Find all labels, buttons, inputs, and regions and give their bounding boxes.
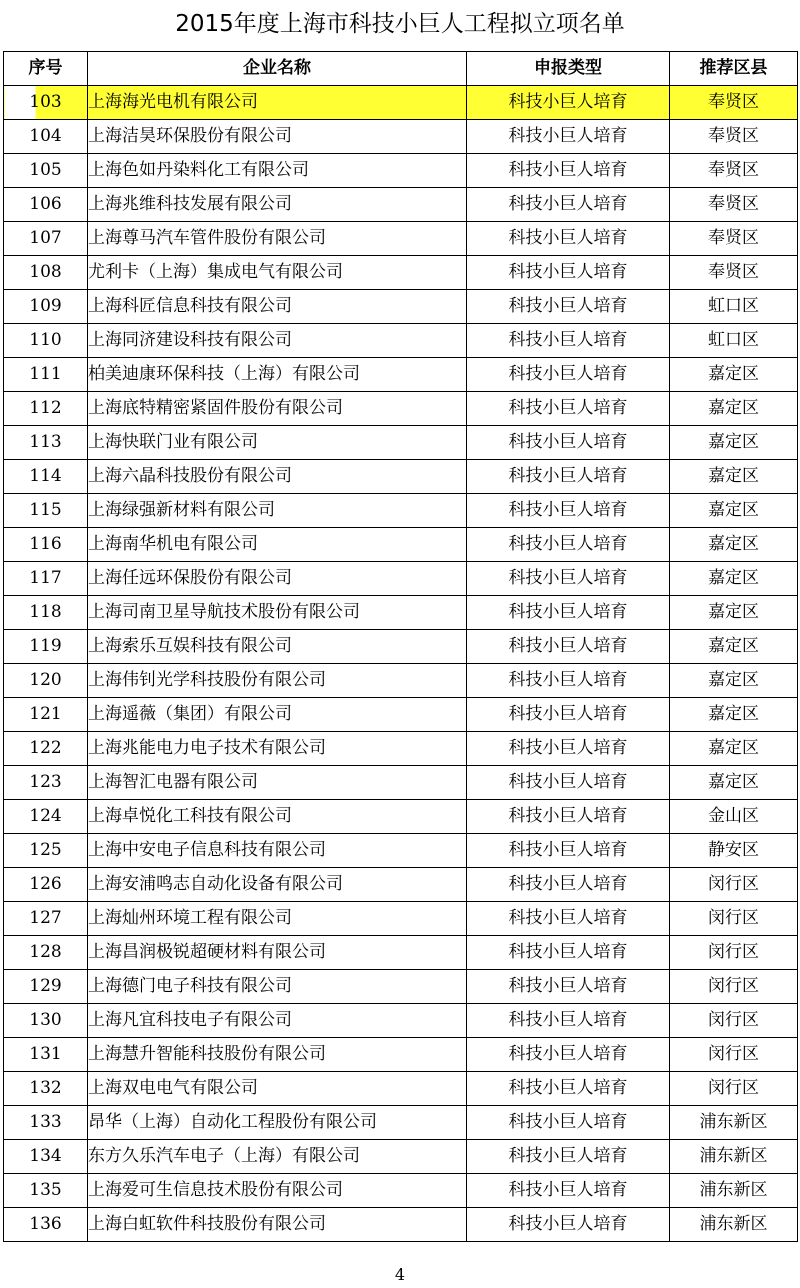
- row-company-name: 上海色如丹染料化工有限公司: [88, 154, 467, 188]
- row-seq: 136: [4, 1208, 88, 1242]
- table-row: [4, 426, 798, 460]
- header-district: 推荐区县: [670, 52, 798, 86]
- table-row: [4, 324, 798, 358]
- table-row: [4, 1072, 798, 1106]
- row-district: 闵行区: [670, 902, 798, 936]
- row-district: 嘉定区: [670, 698, 798, 732]
- document-title: 2015年度上海市科技小巨人工程拟立项名单: [175, 11, 625, 37]
- row-seq: 120: [4, 664, 88, 698]
- row-district: 嘉定区: [670, 562, 798, 596]
- row-application-type: 科技小巨人培育: [467, 1072, 670, 1106]
- table-row: [4, 936, 798, 970]
- table-row: [4, 188, 798, 222]
- row-district: 浦东新区: [670, 1140, 798, 1174]
- row-application-type: 科技小巨人培育: [467, 1208, 670, 1242]
- row-district: 浦东新区: [670, 1208, 798, 1242]
- row-application-type: 科技小巨人培育: [467, 188, 670, 222]
- row-company-name: 柏美迪康环保科技（上海）有限公司: [88, 358, 467, 392]
- row-seq: 118: [4, 596, 88, 630]
- row-seq: 121: [4, 698, 88, 732]
- row-district: 闵行区: [670, 1038, 798, 1072]
- row-application-type: 科技小巨人培育: [467, 732, 670, 766]
- table-row: [4, 596, 798, 630]
- row-application-type: 科技小巨人培育: [467, 392, 670, 426]
- row-application-type: 科技小巨人培育: [467, 1174, 670, 1208]
- table-row: [4, 256, 798, 290]
- row-company-name: 上海双电电气有限公司: [88, 1072, 467, 1106]
- row-application-type: 科技小巨人培育: [467, 868, 670, 902]
- row-district: 奉贤区: [670, 120, 798, 154]
- row-district: 嘉定区: [670, 392, 798, 426]
- row-application-type: 科技小巨人培育: [467, 936, 670, 970]
- row-company-name: 上海快联门业有限公司: [88, 426, 467, 460]
- row-application-type: 科技小巨人培育: [467, 426, 670, 460]
- row-district: 虹口区: [670, 324, 798, 358]
- row-company-name: 上海六晶科技股份有限公司: [88, 460, 467, 494]
- row-application-type: 科技小巨人培育: [467, 528, 670, 562]
- row-seq: 126: [4, 868, 88, 902]
- row-seq: 131: [4, 1038, 88, 1072]
- table-header: [4, 52, 798, 86]
- row-company-name: 上海科匠信息科技有限公司: [88, 290, 467, 324]
- row-application-type: 科技小巨人培育: [467, 1004, 670, 1038]
- table-row: [4, 1208, 798, 1242]
- row-seq: 111: [4, 358, 88, 392]
- row-application-type: 科技小巨人培育: [467, 1140, 670, 1174]
- row-district: 嘉定区: [670, 732, 798, 766]
- project-list-table: [3, 51, 798, 1242]
- row-company-name: 上海凡宜科技电子有限公司: [88, 1004, 467, 1038]
- table-row: [4, 528, 798, 562]
- row-company-name: 上海司南卫星导航技术股份有限公司: [88, 596, 467, 630]
- row-company-name: 上海爱可生信息技术股份有限公司: [88, 1174, 467, 1208]
- row-company-name: 上海灿州环境工程有限公司: [88, 902, 467, 936]
- row-application-type: 科技小巨人培育: [467, 562, 670, 596]
- table-row: [4, 392, 798, 426]
- row-application-type: 科技小巨人培育: [467, 766, 670, 800]
- row-seq: 119: [4, 630, 88, 664]
- row-application-type: 科技小巨人培育: [467, 86, 670, 120]
- row-application-type: 科技小巨人培育: [467, 664, 670, 698]
- row-district: 奉贤区: [670, 86, 798, 120]
- row-application-type: 科技小巨人培育: [467, 494, 670, 528]
- table-row: [4, 494, 798, 528]
- table-row: [4, 120, 798, 154]
- row-application-type: 科技小巨人培育: [467, 460, 670, 494]
- row-company-name: 上海德门电子科技有限公司: [88, 970, 467, 1004]
- row-company-name: 上海卓悦化工科技有限公司: [88, 800, 467, 834]
- row-district: 嘉定区: [670, 596, 798, 630]
- row-application-type: 科技小巨人培育: [467, 698, 670, 732]
- row-seq: 123: [4, 766, 88, 800]
- row-seq: 129: [4, 970, 88, 1004]
- table-row: [4, 1004, 798, 1038]
- row-company-name: 上海底特精密紧固件股份有限公司: [88, 392, 467, 426]
- row-seq: 132: [4, 1072, 88, 1106]
- table-row: [4, 460, 798, 494]
- row-application-type: 科技小巨人培育: [467, 120, 670, 154]
- row-seq: 128: [4, 936, 88, 970]
- row-seq: 110: [4, 324, 88, 358]
- row-company-name: 上海慧升智能科技股份有限公司: [88, 1038, 467, 1072]
- row-company-name: 上海海光电机有限公司: [88, 86, 467, 120]
- row-company-name: 上海洁昊环保股份有限公司: [88, 120, 467, 154]
- row-seq: 117: [4, 562, 88, 596]
- row-district: 奉贤区: [670, 222, 798, 256]
- row-seq: 104: [4, 120, 88, 154]
- row-seq: 114: [4, 460, 88, 494]
- row-seq: 134: [4, 1140, 88, 1174]
- row-seq: 125: [4, 834, 88, 868]
- row-district: 嘉定区: [670, 494, 798, 528]
- row-application-type: 科技小巨人培育: [467, 1038, 670, 1072]
- row-district: 闵行区: [670, 1072, 798, 1106]
- row-application-type: 科技小巨人培育: [467, 902, 670, 936]
- row-company-name: 上海任远环保股份有限公司: [88, 562, 467, 596]
- table-row: [4, 1174, 798, 1208]
- row-application-type: 科技小巨人培育: [467, 1106, 670, 1140]
- row-seq: 115: [4, 494, 88, 528]
- table-row: [4, 1106, 798, 1140]
- table-row: [4, 970, 798, 1004]
- page-number: 4: [394, 1265, 406, 1284]
- row-seq: 112: [4, 392, 88, 426]
- row-district: 浦东新区: [670, 1174, 798, 1208]
- row-district: 静安区: [670, 834, 798, 868]
- row-district: 嘉定区: [670, 630, 798, 664]
- row-application-type: 科技小巨人培育: [467, 358, 670, 392]
- row-district: 闵行区: [670, 1004, 798, 1038]
- row-seq: 130: [4, 1004, 88, 1038]
- row-application-type: 科技小巨人培育: [467, 154, 670, 188]
- table-row: [4, 630, 798, 664]
- row-company-name: 上海昌润极锐超硬材料有限公司: [88, 936, 467, 970]
- row-seq: 105: [4, 154, 88, 188]
- row-district: 嘉定区: [670, 460, 798, 494]
- row-company-name: 上海索乐互娱科技有限公司: [88, 630, 467, 664]
- row-company-name: 尤利卡（上海）集成电气有限公司: [88, 256, 467, 290]
- row-district: 嘉定区: [670, 528, 798, 562]
- row-company-name: 东方久乐汽车电子（上海）有限公司: [88, 1140, 467, 1174]
- row-district: 嘉定区: [670, 766, 798, 800]
- row-company-name: 上海兆维科技发展有限公司: [88, 188, 467, 222]
- row-seq: 106: [4, 188, 88, 222]
- row-seq: 127: [4, 902, 88, 936]
- row-seq: 107: [4, 222, 88, 256]
- row-district: 嘉定区: [670, 426, 798, 460]
- row-company-name: 上海安浦鸣志自动化设备有限公司: [88, 868, 467, 902]
- row-seq: 116: [4, 528, 88, 562]
- table-row: [4, 868, 798, 902]
- row-company-name: 上海南华机电有限公司: [88, 528, 467, 562]
- table-row: [4, 86, 798, 120]
- row-seq: 122: [4, 732, 88, 766]
- row-district: 闵行区: [670, 936, 798, 970]
- row-company-name: 上海尊马汽车管件股份有限公司: [88, 222, 467, 256]
- table-row: [4, 732, 798, 766]
- row-district: 金山区: [670, 800, 798, 834]
- row-district: 奉贤区: [670, 256, 798, 290]
- row-application-type: 科技小巨人培育: [467, 290, 670, 324]
- row-district: 嘉定区: [670, 358, 798, 392]
- table-row: [4, 1038, 798, 1072]
- row-district: 奉贤区: [670, 154, 798, 188]
- row-district: 浦东新区: [670, 1106, 798, 1140]
- row-company-name: 上海中安电子信息科技有限公司: [88, 834, 467, 868]
- row-company-name: 上海兆能电力电子技术有限公司: [88, 732, 467, 766]
- row-application-type: 科技小巨人培育: [467, 970, 670, 1004]
- row-application-type: 科技小巨人培育: [467, 800, 670, 834]
- row-district: 闵行区: [670, 970, 798, 1004]
- row-district: 虹口区: [670, 290, 798, 324]
- table-row: [4, 902, 798, 936]
- table-body: [4, 86, 798, 1242]
- table-row: [4, 358, 798, 392]
- table-row: [4, 562, 798, 596]
- table-row: [4, 1140, 798, 1174]
- row-seq: 113: [4, 426, 88, 460]
- row-district: 闵行区: [670, 868, 798, 902]
- row-company-name: 上海智汇电器有限公司: [88, 766, 467, 800]
- table-row: [4, 800, 798, 834]
- row-application-type: 科技小巨人培育: [467, 256, 670, 290]
- header-seq: 序号: [4, 52, 88, 86]
- row-application-type: 科技小巨人培育: [467, 222, 670, 256]
- row-seq: 108: [4, 256, 88, 290]
- row-application-type: 科技小巨人培育: [467, 630, 670, 664]
- row-seq: 135: [4, 1174, 88, 1208]
- row-application-type: 科技小巨人培育: [467, 324, 670, 358]
- table-row: [4, 290, 798, 324]
- row-seq: 109: [4, 290, 88, 324]
- header-company-name: 企业名称: [88, 52, 467, 86]
- row-seq: 133: [4, 1106, 88, 1140]
- row-application-type: 科技小巨人培育: [467, 596, 670, 630]
- row-district: 奉贤区: [670, 188, 798, 222]
- table-row: [4, 154, 798, 188]
- table-row: [4, 834, 798, 868]
- row-company-name: 上海伟钊光学科技股份有限公司: [88, 664, 467, 698]
- table-row: [4, 664, 798, 698]
- row-seq: 103: [4, 86, 88, 120]
- row-company-name: 昂华（上海）自动化工程股份有限公司: [88, 1106, 467, 1140]
- header-application-type: 申报类型: [467, 52, 670, 86]
- row-seq: 124: [4, 800, 88, 834]
- row-company-name: 上海绿强新材料有限公司: [88, 494, 467, 528]
- table-row: [4, 222, 798, 256]
- table-row: [4, 698, 798, 732]
- row-company-name: 上海白虹软件科技股份有限公司: [88, 1208, 467, 1242]
- row-district: 嘉定区: [670, 664, 798, 698]
- row-company-name: 上海遥薇（集团）有限公司: [88, 698, 467, 732]
- table-row: [4, 766, 798, 800]
- row-application-type: 科技小巨人培育: [467, 834, 670, 868]
- row-company-name: 上海同济建设科技有限公司: [88, 324, 467, 358]
- header-row: [4, 52, 798, 86]
